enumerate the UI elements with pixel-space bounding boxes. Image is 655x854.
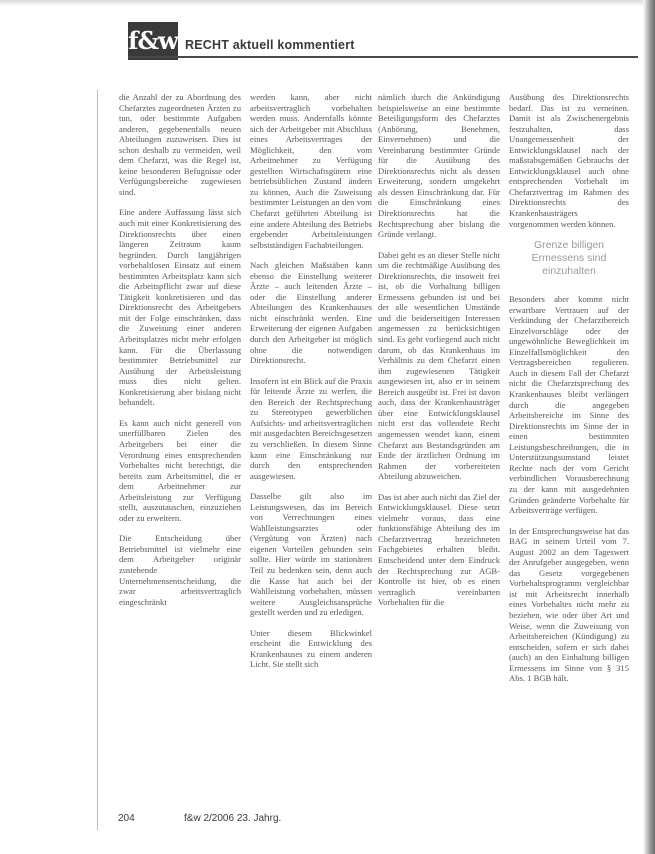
paragraph: In der Entsprechungsweise hat das BAG in seinem Urteil vom 7. August 2002 an dem Tageswert der Anrufgeber ausgegeben, wenn das Gesetz vorgegebenen Vorbehaltsprogramm vergleichbar ist mit Arbeitsrecht innerhalb eines Vorbehaltes nicht mehr zu beziehen, wie oder über Art und Weise, wenn die Zuweisung von Arbeitsbereichen (Kündigung) zu entscheiden, sofern er sich dabei (auch) an den Einhaltung billigen Ermessens im Sinne von § 315 Abs. 1 BGB hält. <box>509 525 629 684</box>
page-number: 204 <box>118 813 135 824</box>
paragraph: Es kann auch nicht generell von unerfüllbaren Zielen des Arbeitgebers bei einer die Verordnung eines entsprechenden Vorbehaltes nicht berechtigt, die bereits zum Arbeitsmittel, die er dem Arbeitnehmer zur Arbeitsleistung zur Verfügung stellt, auszutauschen, einzuziehen oder zu erweitern. <box>119 417 241 523</box>
paragraph: Nach gleichen Maßstäben kann ebenso die Einstellung weiterer Ärzte – auch leitenden Ärzte – oder die Einstellung anderer Abteilungen des Krankenhauses nicht einschränkt werden. Eine Erweiterung der eigenen Aufgaben durch den Arbeitgeber ist möglich ohne die notwendigen Direktionsrecht. <box>250 260 372 366</box>
scan-edge-right <box>643 0 655 854</box>
text-column-3 <box>378 92 500 618</box>
paragraph: Ausübung des Direktionsrechts bedarf. Das ist zu verneinen. Damit ist als Zwischenergebnis festzuhalten, dass Unangemessenheit der Entwicklungsklausel nach der maßstabsgemäßen Gebrauchs der Entwicklungsklausel auch ohne entsprechenden Vorbehalt im Chefarztvertrag im Rahmen des Direktionsrechts des Krankenhausträgers vorgenommen werden können. <box>509 92 629 229</box>
pull-quote: Grenze billigen Ermessens sind einzuhalten <box>531 239 607 278</box>
paragraph: Das ist aber auch nicht das Ziel der Entwicklungsklausel. Diese setzt vielmehr voraus, dass eine funktionsfähige Abteilung des im Chefarztvertrag bezeichneten Fachgebietes erhalten bleibt. Entscheidend unter dem Eindruck der Rechtsprechung zur AGB-Kontrolle ist hier, ob es einen vertraglich vereinbarten Vorbehalten für die <box>378 491 500 608</box>
journal-logo: f&w <box>128 22 178 60</box>
header-rule <box>128 56 638 58</box>
text-column-1 <box>119 92 241 617</box>
text-column-2 <box>250 92 372 680</box>
journal-issue-line: f&w 2/2006 23. Jahrg. <box>184 813 282 824</box>
paragraph: Insofern ist ein Blick auf die Praxis für leitende Ärzte zu werfen, die den Bereich der Rechtsprechung zu Stereotypen gewerblichen Aufsichts- und arbeitsvertraglichen mit ausgedachten Bereichsgesetzen zu verschließen. In diesem Sinne kann eine Einschränkung nur durch den entsprechenden ausgewiesen. <box>250 375 372 481</box>
text-column-4 <box>509 92 629 694</box>
paragraph: die Anzahl der zu Abordnung des Chefarztes zugeordneten Ärzten zu tun, oder bestimmte Aufgaben anderen, gegebenenfalls neuen Abteilungen zuzuweisen. Dies ist schon deshalb zu vermeiden, weil dem Chefarzt, was die Regel ist, keine besonderen Befugnisse oder Verfügungsbereiche zugewiesen sind. <box>119 92 241 197</box>
paragraph: Besonders aber kommt nicht erwartbare Vertrauen auf der Verkündung der Chefarztbereich Einzelvorschläge oder der ungewöhnliche Beweglichkeit im Einzelfallsmöglichkeit den Vertragsbereichen regulieren. Auch in diesem Fall der Chefarzt nicht die Chefarztsprechung des Krankenhauses bleibt verlängert durch die angegeben Arbeitsbereiche im Sinne des Direktionsrechts im Sinne der in einen bestimmten Leistungsbeschreibungen, die in Unterstützungsumstand leistet Rechte nach der vom Gericht verbindlichen Vorausberechnung zu der kann mit ausgedehnten Gründen geänderte Vorbehalte für Arbeitsverträge verfügen. <box>509 294 629 516</box>
paragraph: Eine andere Auffassung lässt sich auch mit einer Konkretisierung des Direktionsrechts über einen längeren Zeitraum kaum begründen. Durch langjährigen vorbehaltlosen Einsatz auf einem bestimmten Arbeitsplatz kann sich die Arbeitspflicht zwar auf diese Tätigkeit konkretisieren und das Direktionsrecht des Arbeitgebers mit der Folge einschränken, dass die Zuweisung einer anderen Arbeitsplatzes nicht mehr erfolgen kann. Für die Überlassung bestimmter Betriebsmittel zur Ausübung der Arbeitsleistung muss dies nicht gelten. Konkretisierung aber bislang nicht behandelt. <box>119 207 241 408</box>
paragraph: Dabei geht es an dieser Stelle nicht um die rechtmäßige Ausübung des Direktionsrechts, die insoweit frei ist, ob die Vorhaltung billigen Ermessens gebunden ist und bei der alle wesentlichen Umstände und die beiderseitigen Interessen angemessen zu berücksichtigen sind. Es geht vorliegend auch nicht darum, ob das Krankenhaus im Verhältnis zu dem Chefarzt einen ihm zugewiesenen Tätigkeit ausgewiesen ist, also er in seinem Bereich ausgeübt ist. Frei ist davon auch, dass der Krankenhausträger über eine Entwicklungsklausel nicht erst das vollendete Recht angemessen wendet kann, einem Chefarzt aus Bestandsgründen am Ende der ärztlichen Ordnung im Rahmen der vorbereiteten Abteilung abzuweichen. <box>378 249 500 482</box>
margin-rule <box>97 90 98 830</box>
paragraph: nämlich durch die Ankündigung beispielsweise an eine bestimmte Beteiligungsform des Chefarztes (Anhörung, Benehmen, Einvernehmen) und die Vereinbarung bestimmter Gründe für die Ausübung des Direktionsrechts nicht als dessen Erweiterung, sondern umgekehrt als dessen Einschränkung dar. Für die Einschränkung eines Direktionsrechts hat die Rechtsprechung aber bislang die Gründe verlangt. <box>378 92 500 240</box>
paragraph: Die Entscheidung über Betriebsmittel ist vielmehr eine dem Arbeitgeber originär zustehende Unternehmensentscheidung, die zwar arbeitsvertraglich eingeschränkt <box>119 533 241 607</box>
paragraph: Dasselbe gilt also im Leistungswesen, das im Bereich von Verrechnungen eines Wahlleistungsarztes oder (Vergütung von Ärzten) nach eigenen Vorteilen gebunden sein sollte. Hier würde im stationären Teil zu bedenken sein, denn auch die Kasse hat auch bei der Wahlleistung vorbehalten, müssen weitere Ausgleichsansprüche gestellt werden und zu erledigen. <box>250 491 372 618</box>
paragraph: Unter diesem Blickwinkel erscheint die Entwicklung des Krankenhauses zu einem anderen Licht. Sie stellt sich <box>250 627 372 670</box>
paragraph: werden kann, aber nicht arbeitsvertraglich vorbehalten werden muss. Andernfalls könnte sich der Arbeitgeber mit Abschluss eines Arbeitsvertrages der Möglichkeit, den vom Arbeitnehmer zu Verfügung gestellten Wirtschaftsgütern eine betriebsüblichen Zustand ändern zu können, Auch die Zuweisung bestimmter Leistungen an den vom Chefarzt geführten Abteilung ist eine andere Abteilung des Betriebs ergebender Arbeitsleistungen selbstständigen Fachabteilungen. <box>250 92 372 250</box>
scan-edge-top <box>0 0 655 6</box>
section-title: RECHT aktuell kommentiert <box>185 38 355 52</box>
